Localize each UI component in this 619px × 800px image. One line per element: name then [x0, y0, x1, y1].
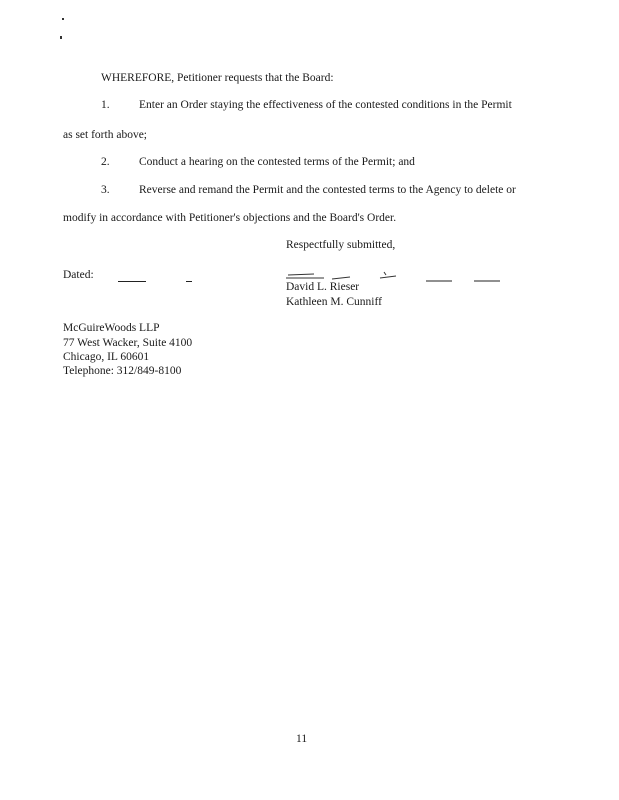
item-2-text: Conduct a hearing on the contested terms of the Permit; and: [139, 156, 415, 168]
preamble: WHEREFORE, Petitioner requests that the Board:: [101, 72, 334, 84]
item-3-text: Reverse and remand the Permit and the contested terms to the Agency to delete or: [139, 184, 516, 196]
item-3-continuation: modify in accordance with Petitioner's objections and the Board's Order.: [63, 212, 397, 224]
firm-name: McGuireWoods LLP: [63, 322, 160, 334]
signer-2: Kathleen M. Cunniff: [286, 296, 382, 308]
date-line: [186, 281, 192, 282]
scan-speck: [60, 36, 62, 39]
dated-label: Dated:: [63, 269, 94, 281]
item-1-text: Enter an Order staying the effectiveness of the contested conditions in the Permit: [139, 99, 512, 111]
signer-1: David L. Rieser: [286, 281, 360, 293]
page-number: 11: [296, 733, 308, 745]
item-2-number: 2.: [101, 156, 110, 168]
firm-address-2: Chicago, IL 60601: [63, 351, 150, 363]
firm-address-1: 77 West Wacker, Suite 4100: [63, 337, 193, 349]
scan-speck: [62, 18, 64, 20]
closing: Respectfully submitted,: [286, 239, 396, 251]
item-3-number: 3.: [101, 184, 110, 196]
firm-phone: Telephone: 312/849-8100: [63, 365, 182, 377]
item-1-continuation: as set forth above;: [63, 129, 147, 141]
date-line: [118, 281, 146, 282]
item-1-number: 1.: [101, 99, 110, 111]
